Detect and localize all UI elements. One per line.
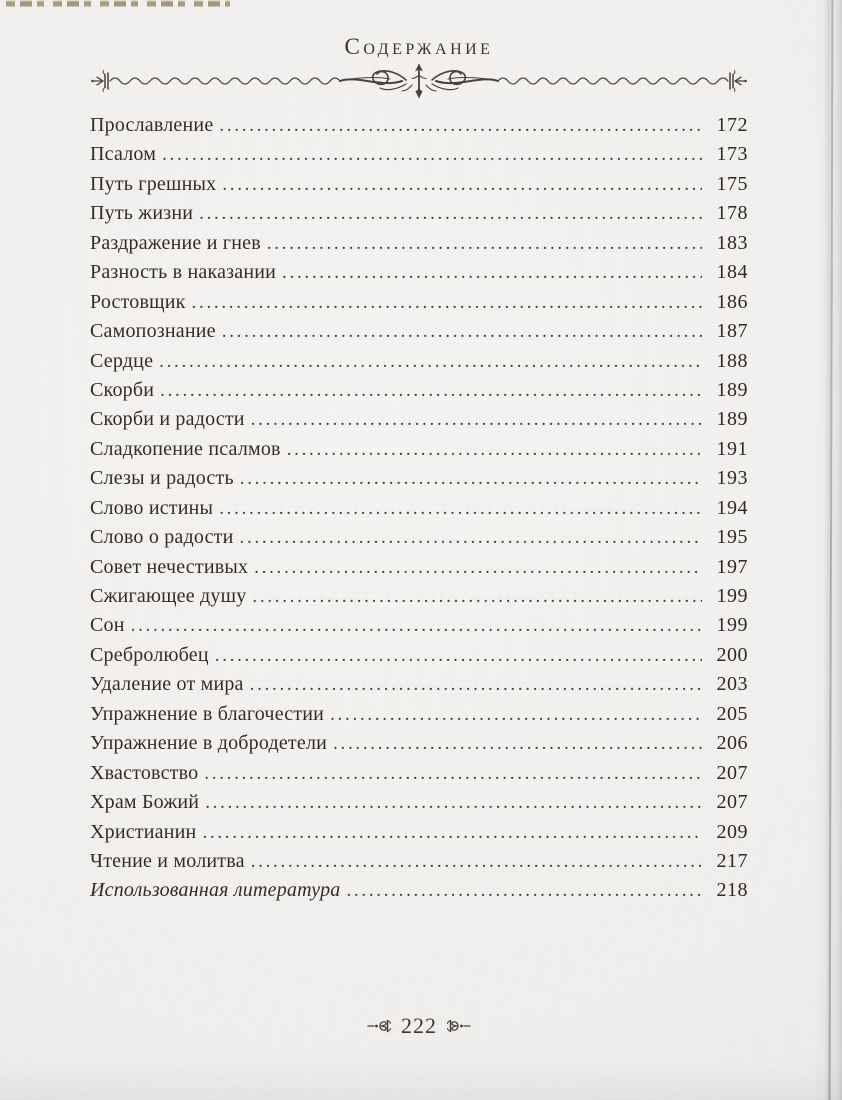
toc-page-number: 205 <box>716 702 748 725</box>
toc-row <box>90 261 748 290</box>
page-edge-line <box>829 0 834 1100</box>
toc-entry-title: Хвастовство <box>90 761 199 784</box>
dot-leader <box>287 438 702 461</box>
dot-leader <box>162 143 702 166</box>
toc-page-number: 186 <box>716 290 748 313</box>
toc-page-number: 194 <box>716 496 748 519</box>
toc-entry-title: Псалом <box>90 143 157 166</box>
toc-entry-title: Самопознание <box>90 320 216 343</box>
toc-row <box>90 320 748 349</box>
toc-entry-title: Использованная литература <box>90 879 341 902</box>
toc-row <box>90 614 748 643</box>
toc-entry-title: Путь жизни <box>90 202 194 225</box>
toc-entry-title: Сон <box>90 614 125 637</box>
toc-row <box>90 526 748 555</box>
toc-page-number: 188 <box>716 349 748 372</box>
toc-list <box>90 114 748 909</box>
dot-leader <box>219 114 702 137</box>
toc-entry-title: Прославление <box>90 114 214 136</box>
bottom-shadow <box>0 1060 842 1100</box>
toc-entry-title: Сребролюбец <box>90 643 209 666</box>
toc-entry-title: Путь грешных <box>90 172 217 195</box>
toc-page-number: 191 <box>716 437 748 460</box>
toc-page-number: 184 <box>716 261 748 284</box>
toc-row <box>90 467 748 496</box>
page-title: Содержание <box>344 34 494 59</box>
toc-row <box>90 291 748 320</box>
toc-page-number: 193 <box>716 467 748 490</box>
toc-entry-title: Упражнение в добродетели <box>90 732 328 755</box>
dot-leader <box>202 821 702 844</box>
toc-page-number: 200 <box>716 643 748 666</box>
dot-leader <box>192 291 702 314</box>
toc-page-number: 218 <box>716 879 748 902</box>
toc-row <box>90 644 748 673</box>
dot-leader <box>222 173 702 196</box>
footer-ornament-right-icon <box>445 1017 471 1035</box>
dot-leader <box>251 408 702 431</box>
toc-entry-title: Христианин <box>90 820 197 843</box>
dot-leader <box>250 673 702 696</box>
dot-leader <box>251 850 702 873</box>
dot-leader <box>267 232 702 255</box>
toc-page-number: 175 <box>716 172 748 195</box>
toc-page-number: 173 <box>716 143 748 166</box>
toc-row <box>90 350 748 379</box>
dot-leader <box>215 644 702 667</box>
toc-row <box>90 673 748 702</box>
toc-page-number: 187 <box>716 320 748 343</box>
toc-entry-title: Раздражение и гнев <box>90 231 261 254</box>
toc-entry-title: Удаление от мира <box>90 673 244 696</box>
toc-page-number: 195 <box>716 526 748 549</box>
dot-leader <box>219 497 702 520</box>
toc-entry-title: Сердце <box>90 349 154 372</box>
toc-row <box>90 173 748 202</box>
toc-page-number: 207 <box>716 761 748 784</box>
dot-leader <box>240 467 702 490</box>
dot-leader <box>346 879 702 902</box>
toc-row <box>90 497 748 526</box>
page-edge-shadow <box>812 0 842 1100</box>
toc-row <box>90 703 748 732</box>
toc-page-number: 172 <box>716 114 748 136</box>
toc-row <box>90 556 748 585</box>
toc-entry-title: Разность в наказании <box>90 261 277 284</box>
toc-page-number: 209 <box>716 820 748 843</box>
toc-row <box>90 143 748 172</box>
footer-ornament-left-icon <box>367 1017 393 1035</box>
footer-page-number: 222 <box>401 1013 437 1038</box>
dot-leader <box>282 261 702 284</box>
toc-page-number: 207 <box>716 791 748 814</box>
toc-page-number: 178 <box>716 202 748 225</box>
toc-page-number: 197 <box>716 555 748 578</box>
toc-entry-title: Ростовщик <box>90 290 186 313</box>
toc-page-number: 199 <box>716 614 748 637</box>
toc-entry-title: Упражнение в благочестии <box>90 702 325 725</box>
toc-row <box>90 408 748 437</box>
dot-leader <box>254 556 702 579</box>
toc-entry-title: Сладкопение псалмов <box>90 437 281 460</box>
toc-page-number: 217 <box>716 849 748 872</box>
toc-entry-title: Скорби <box>90 378 155 401</box>
toc-entry-title: Скорби и радости <box>90 408 245 431</box>
dot-leader <box>333 732 702 755</box>
toc-page-number: 189 <box>716 378 748 401</box>
dot-leader <box>222 320 702 343</box>
toc-row <box>90 879 748 908</box>
toc-page-number: 203 <box>716 673 748 696</box>
toc-page-number: 183 <box>716 231 748 254</box>
dot-leader <box>204 762 702 785</box>
toc-row <box>90 791 748 820</box>
toc-page-number: 206 <box>716 732 748 755</box>
cropped-previous-text-fragment <box>6 0 230 7</box>
dot-leader <box>199 202 702 225</box>
contents-block <box>90 34 748 909</box>
toc-entry-title: Слово истины <box>90 496 214 519</box>
toc-entry-title: Слово о радости <box>90 526 234 549</box>
toc-row <box>90 821 748 850</box>
toc-row <box>90 850 748 879</box>
toc-row <box>90 762 748 791</box>
toc-row <box>90 438 748 467</box>
toc-page-number: 199 <box>716 585 748 607</box>
dot-leader <box>330 703 702 726</box>
toc-entry-title: Чтение и молитва <box>90 849 245 872</box>
toc-page-number: 189 <box>716 408 748 431</box>
toc-row <box>90 585 748 614</box>
dot-leader <box>159 350 702 373</box>
toc-entry-title: Слезы и радость <box>90 467 234 490</box>
dot-leader <box>160 379 702 402</box>
contents-divider-ornament <box>90 62 748 100</box>
toc-entry-title: Совет нечестивых <box>90 555 249 578</box>
dot-leader <box>240 526 703 549</box>
toc-row <box>90 379 748 408</box>
toc-entry-title: Храм Божий <box>90 791 200 814</box>
toc-entry-title: Сжигающее душу <box>90 585 247 607</box>
dot-leader <box>205 791 702 814</box>
dot-leader <box>252 585 702 608</box>
page-footer <box>90 1013 748 1039</box>
toc-row <box>90 732 748 761</box>
toc-row <box>90 232 748 261</box>
dot-leader <box>131 614 702 637</box>
toc-row <box>90 114 748 143</box>
toc-row <box>90 202 748 231</box>
